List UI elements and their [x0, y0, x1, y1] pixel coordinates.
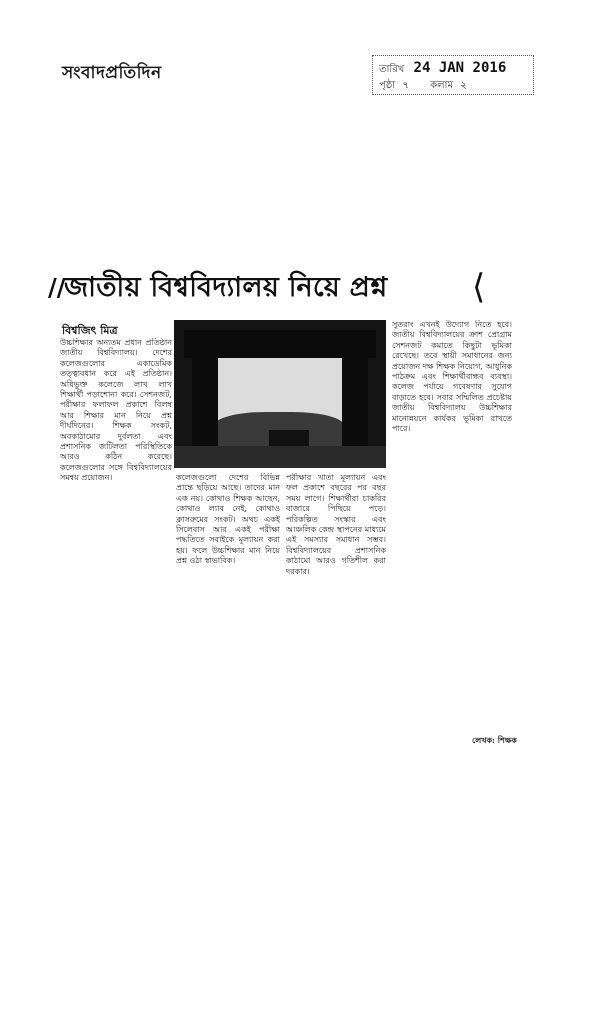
date-stamp	[372, 55, 534, 95]
date-value: 24 JAN 2016	[413, 60, 507, 76]
article-column-3: পরীক্ষার খাতা মূল্যায়ন এবং ফল প্রকাশে বছরের পর বছর সময় লাগে। শিক্ষার্থীরা চাকরির বাজারে পিছিয়ে পড়ে। পরিকল্পিত সংস্কার এবং আঞ্চলিক কেন্দ্র স্থাপনের মাধ্যমে এই সমস্যার সমাধান সম্ভব। বিশ্ববিদ্যালয়ের প্রশাসনিক কাঠামো আরও গতিশীল করা দরকার।	[286, 473, 386, 576]
headline-slash-mark: //	[48, 273, 66, 302]
article-headline: জাতীয় বিশ্ববিদ্যালয় নিয়ে প্রশ্ন	[64, 272, 388, 303]
headline-bracket-mark: ⟨	[472, 267, 486, 307]
article-column-1: উচ্চশিক্ষার অন্যতম প্রধান প্রতিষ্ঠান জাতীয় বিশ্ববিদ্যালয়। দেশের কলেজগুলোর একাডেমিক তত্ত্বাবধান করে এই প্রতিষ্ঠান। অধিভুক্ত কলেজে লাখ লাখ শিক্ষার্থী পড়াশোনা করে। সেশনজট, পরীক্ষার ফলাফল প্রকাশে বিলম্ব আর শিক্ষার মান নিয়ে প্রশ্ন দীর্ঘদিনের। শিক্ষক সংকট, অবকাঠামোর দুর্বলতা এবং প্রশাসনিক জটিলতা পরিস্থিতিকে আরও কঠিন করেছে। কলেজগুলোর সঙ্গে বিশ্ববিদ্যালয়ের সমন্বয় প্রয়োজন।	[60, 338, 172, 483]
date-label: তারিখ	[379, 64, 405, 75]
article-byline: বিশ্বজিৎ মিত্র	[62, 324, 118, 337]
column-value: ২	[460, 80, 467, 91]
article-column-4: সুতরাং এখনই উদ্যোগ নিতে হবে। জাতীয় বিশ্ববিদ্যালয়ের ক্রাশ প্রোগ্রাম সেশনজট কমাতে কিছুটা ভূমিকা রেখেছে। তবে স্থায়ী সমাধানের জন্য প্রয়োজন দক্ষ শিক্ষক নিয়োগ, আধুনিক পাঠক্রম এবং শিক্ষার্থীবান্ধব ব্যবস্থা। কলেজ পর্যায়ে গবেষণার সুযোগ বাড়াতে হবে। সবার সম্মিলিত প্রচেষ্টায় জাতীয় বিশ্ববিদ্যালয় উচ্চশিক্ষার মানোন্নয়নে কার্যকর ভূমিকা রাখতে পারে।	[392, 320, 512, 434]
page-label: পৃষ্ঠা	[379, 80, 396, 91]
newspaper-masthead: সংবাদপ্রতিদিন	[62, 63, 162, 83]
author-signature: লেখক: শিক্ষক	[472, 735, 517, 745]
article-photo-gate	[174, 320, 386, 468]
page-value: ৭	[402, 80, 409, 91]
column-label: কলাম	[430, 80, 453, 91]
article-column-2: কলেজগুলো দেশের বিভিন্ন প্রান্তে ছড়িয়ে আছে। তাদের মান এক নয়। কোথাও শিক্ষক আছেন, কোথাও ল্যাব নেই, কোথাও ক্লাসরুমের সংকট। অথচ একই সিলেবাস আর একই পরীক্ষা পদ্ধতিতে সবাইকে মূল্যায়ন করা হয়। ফলে উচ্চশিক্ষার মান নিয়ে প্রশ্ন ওঠা স্বাভাবিক।	[176, 473, 280, 566]
newspaper-clipping	[48, 265, 522, 765]
